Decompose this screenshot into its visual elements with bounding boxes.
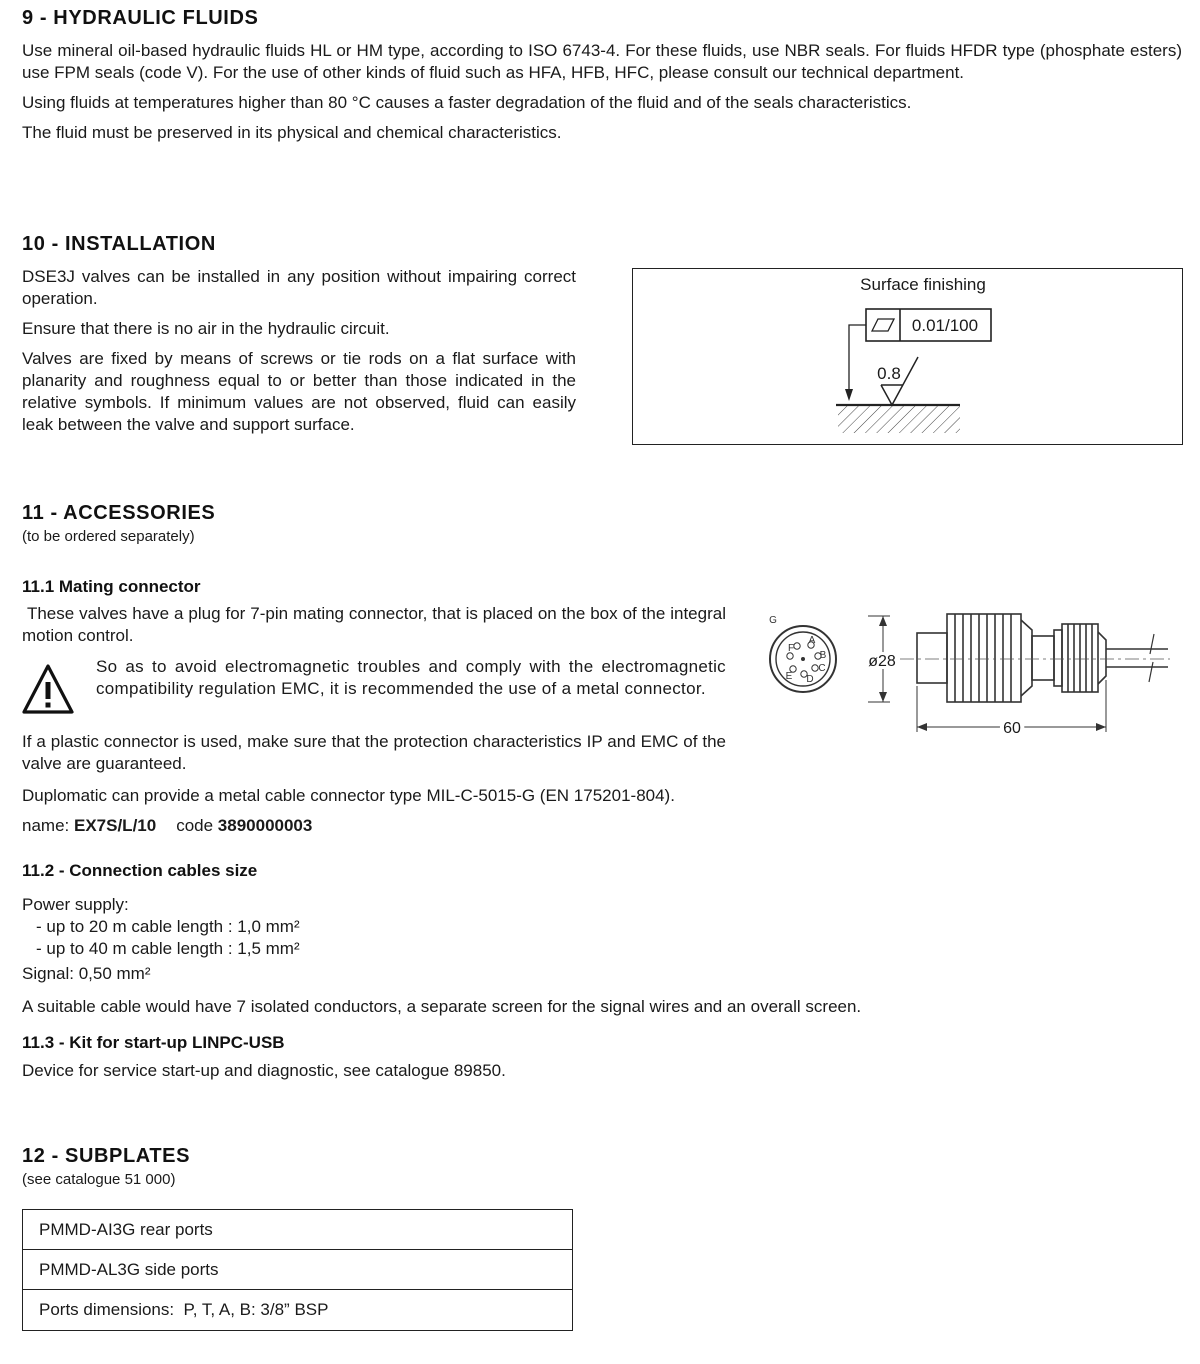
section-10-paragraph-3: Valves are fixed by means of screws or tie rods on a flat surface with planarity and roughness equal to or better than those indicated in the relative symbols. If minimum values are not observed, fluid can easily leak between the valve and support surface.	[22, 349, 576, 434]
pin-label-g: G	[769, 615, 777, 626]
section-9-title: 9 - HYDRAULIC FLUIDS	[22, 7, 259, 29]
cable-size-40m: - up to 40 m cable length : 1,5 mm²	[36, 939, 300, 958]
cable-signal-size: Signal: 0,50 mm²	[22, 964, 151, 983]
subplates-table	[22, 1209, 573, 1331]
section-12-title: 12 - SUBPLATES	[22, 1145, 191, 1167]
section-11-3-paragraph: Device for service start-up and diagnostic, see catalogue 89850.	[22, 1061, 506, 1080]
surface-finishing-title: Surface finishing	[860, 275, 986, 294]
connector-name-label: name:	[22, 816, 74, 835]
surface-finishing-drawing	[633, 269, 1181, 443]
connector-code-label: code	[176, 816, 218, 835]
section-11-2-title: 11.2 - Connection cables size	[22, 861, 258, 880]
mating-connector-drawing	[760, 606, 1180, 746]
section-11-1-paragraph-3: Duplomatic can provide a metal cable connector type MIL-C-5015-G (EN 175201-804).	[22, 786, 675, 805]
cable-size-20m: - up to 20 m cable length : 1,0 mm²	[36, 917, 300, 936]
pin-label-c: C	[818, 663, 826, 674]
section-10-body	[22, 266, 576, 436]
section-11-1-paragraph-2: If a plastic connector is used, make sure that the protection characteristics IP and EMC of the valve are guaranteed.	[22, 732, 726, 773]
pin-label-e: E	[785, 671, 793, 682]
emc-warning-text: So as to avoid electromagnetic troubles and comply with the electromagnetic compatibility regulation EMC, it is recommended the use of a metal connector.	[96, 657, 726, 698]
subplate-row-ports-dimensions: Ports dimensions: P, T, A, B: 3/8” BSP	[39, 1300, 329, 1319]
section-10-paragraph-2: Ensure that there is no air in the hydraulic circuit.	[22, 319, 390, 338]
connector-side-view	[917, 614, 1106, 702]
section-9-body	[22, 40, 1182, 144]
length-label: 60	[1003, 720, 1021, 737]
connector-code-value: 3890000003	[217, 816, 313, 835]
section-10-title: 10 - INSTALLATION	[22, 233, 216, 255]
subplate-row-rear-ports: PMMD-AI3G rear ports	[23, 1210, 572, 1250]
connector-name-line	[22, 815, 312, 837]
flatness-icon	[872, 319, 894, 331]
flatness-value: 0.01/100	[911, 316, 979, 335]
pin-label-a: A	[808, 635, 816, 646]
warning-icon	[20, 662, 76, 716]
cable-power-supply-label: Power supply:	[22, 895, 129, 914]
section-10-paragraph-1: DSE3J valves can be installed in any position without impairing correct operation.	[22, 267, 576, 308]
section-11-subtitle: (to be ordered separately)	[22, 528, 195, 545]
section-11-1-paragraph-1: These valves have a plug for 7-pin mating connector, that is placed on the box of the integral motion control.	[22, 604, 731, 645]
surface-hatch	[838, 405, 960, 433]
roughness-value: 0.8	[877, 364, 901, 383]
section-9-paragraph-3: The fluid must be preserved in its physical and chemical characteristics.	[22, 123, 562, 142]
section-11-title: 11 - ACCESSORIES	[22, 502, 216, 524]
pin-label-d: D	[806, 674, 814, 685]
subplate-row-side-ports: PMMD-AL3G side ports	[23, 1250, 572, 1290]
surface-finishing-figure	[632, 268, 1183, 445]
section-12-subtitle: (see catalogue 51 000)	[22, 1171, 176, 1188]
connector-name-value: EX7S/L/10	[73, 816, 157, 835]
cable-size-list	[22, 894, 300, 985]
section-9-paragraph-2: Using fluids at temperatures higher than 80 °C causes a faster degradation of the fluid and of the seals characteristics.	[22, 93, 912, 112]
pin-label-b: B	[819, 650, 827, 661]
diameter-label: ø28	[868, 653, 896, 670]
section-11-2-paragraph: A suitable cable would have 7 isolated conductors, a separate screen for the signal wires and an overall screen.	[22, 997, 862, 1016]
pin-label-f: F	[787, 643, 795, 654]
connector-front-view	[769, 615, 836, 692]
section-11-3-title: 11.3 - Kit for start-up LINPC-USB	[22, 1033, 285, 1052]
section-11-1-title: 11.1 Mating connector	[22, 577, 201, 596]
section-9-paragraph-1: Use mineral oil-based hydraulic fluids HL or HM type, according to ISO 6743-4. For these fluids, use NBR seals. For fluids HFDR type (phosphate esters) use FPM seals (code V). For the use of other kinds of fluid such as HFA, HFB, HFC, please consult our technical department.	[22, 41, 1182, 82]
